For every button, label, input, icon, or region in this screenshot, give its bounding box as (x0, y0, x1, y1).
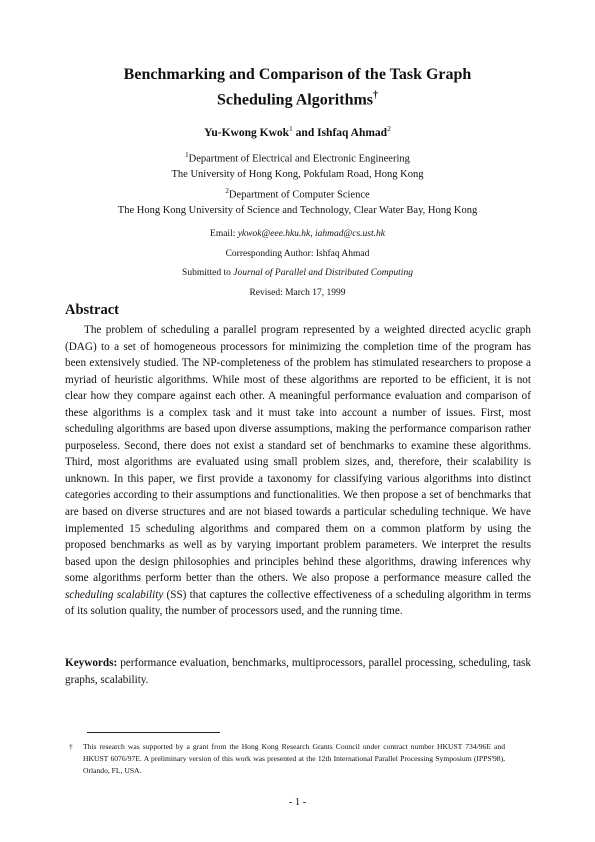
email-line (60, 229, 535, 239)
keywords-text: performance evaluation, benchmarks, multiprocessors, parallel processing, scheduling, task graphs, scalability. (65, 657, 531, 686)
keywords-label: Keywords: (65, 657, 118, 669)
affiliation-2-dept: Department of Computer Science (228, 189, 370, 201)
email-addresses: ykwok@eee.hku.hk, iahmad@cs.ust.hk (237, 229, 385, 239)
revised-date: Revised: March 17, 1999 (249, 288, 346, 298)
author-1-affil-sup: 1 (289, 124, 293, 133)
affiliation-1-line-1 (40, 148, 555, 167)
footnote-divider (87, 732, 220, 733)
affiliation-1-dept: Department of Electrical and Electronic Engineering (188, 153, 410, 165)
affiliation-2-line-2: The Hong Kong University of Science and Technology, Clear Water Bay, Hong Kong (117, 204, 478, 216)
title-footnote-mark: † (373, 90, 379, 101)
author-2-name: Ishfaq Ahmad (317, 126, 388, 139)
submission-line (60, 268, 535, 278)
abstract-body (65, 322, 531, 620)
title-line-1: Benchmarking and Comparison of the Task Graph (123, 66, 472, 83)
abstract-text-part-2: (SS) that captures the collective effectiveness of a scheduling algorithm in terms of its solution quality, the number of processors used, and the running time. (65, 588, 531, 618)
abstract-text-part-1: The problem of scheduling a parallel program represented by a weighted directed acyclic graph (DAG) to a set of homogeneous processors for minimizing the completion time of the program has been extensively studied. The NP-completeness of the problem has stimulated researchers to propose a myriad of heuristic algorithms. While most of these algorithms are reported to be efficient, it is not clear how they compare against each other. A meaningful performance evaluation and comparison of these algorithms is a complex task and it must take into account a number of issues. First, most scheduling algorithms are based upon diverse assumptions, making the performance comparison rather purposeless. Second, there does not exist a standard set of benchmarks to examine these algorithms. Third, most algorithms are evaluated using small problem sizes, and, therefore, their scalability is unknown. In this paper, we first provide a taxonomy for classifying various algorithms into distinct categories according to their assumptions and functionalities. We then propose a set of benchmarks that are based on diverse structures and are not biased towards a particular scheduling technique. We have implemented 15 scheduling algorithms and compared them on a common platform by using the proposed benchmarks as well as by varying important problem parameters. We interpret the results based upon the design philosophies and principles behind these algorithms, drawing inferences why some algorithms perform better than the others. We also propose a performance measure called the (65, 324, 531, 585)
keywords-paragraph (65, 655, 531, 688)
author-1-name: Yu-Kwong Kwok (204, 126, 290, 139)
abstract-term-scheduling-scalability: scheduling scalability (65, 588, 164, 601)
submitted-prefix: Submitted to (182, 268, 234, 278)
author-conjunction: and (292, 126, 318, 139)
author-list (60, 124, 535, 139)
journal-name: Journal of Parallel and Distributed Computing (233, 268, 413, 278)
affiliation-1-line-2: The University of Hong Kong, Pokfulam Road, Hong Kong (171, 168, 424, 180)
title-line-2-text: Scheduling Algorithms (216, 91, 374, 109)
affiliation-1-sup: 1 (185, 151, 189, 159)
abstract-paragraph (65, 322, 531, 620)
footnote-mark: † (69, 742, 73, 751)
affiliation-1 (40, 148, 555, 182)
footnote-text: This research was supported by a grant from the Hong Kong Research Grants Council under contract number HKUST 734/96E and HKUST 6076/97E. A preliminary version of this work was presented at the 12th International Parallel Processing Symposium (IPPS'98), Orlando, FL, USA. (83, 742, 505, 775)
affiliation-2-sup: 2 (225, 187, 229, 195)
author-2-affil-sup: 2 (387, 124, 391, 133)
affiliation-2 (40, 184, 555, 218)
email-label: Email: (210, 229, 238, 239)
affiliation-2-line-1 (40, 184, 555, 203)
abstract-heading: Abstract (65, 302, 119, 318)
title-line-2 (60, 85, 535, 110)
footnote (69, 741, 505, 777)
paper-title (60, 64, 535, 110)
page-number: - 1 - (288, 797, 307, 808)
corresponding-author: Corresponding Author: Ishfaq Ahmad (225, 249, 370, 259)
